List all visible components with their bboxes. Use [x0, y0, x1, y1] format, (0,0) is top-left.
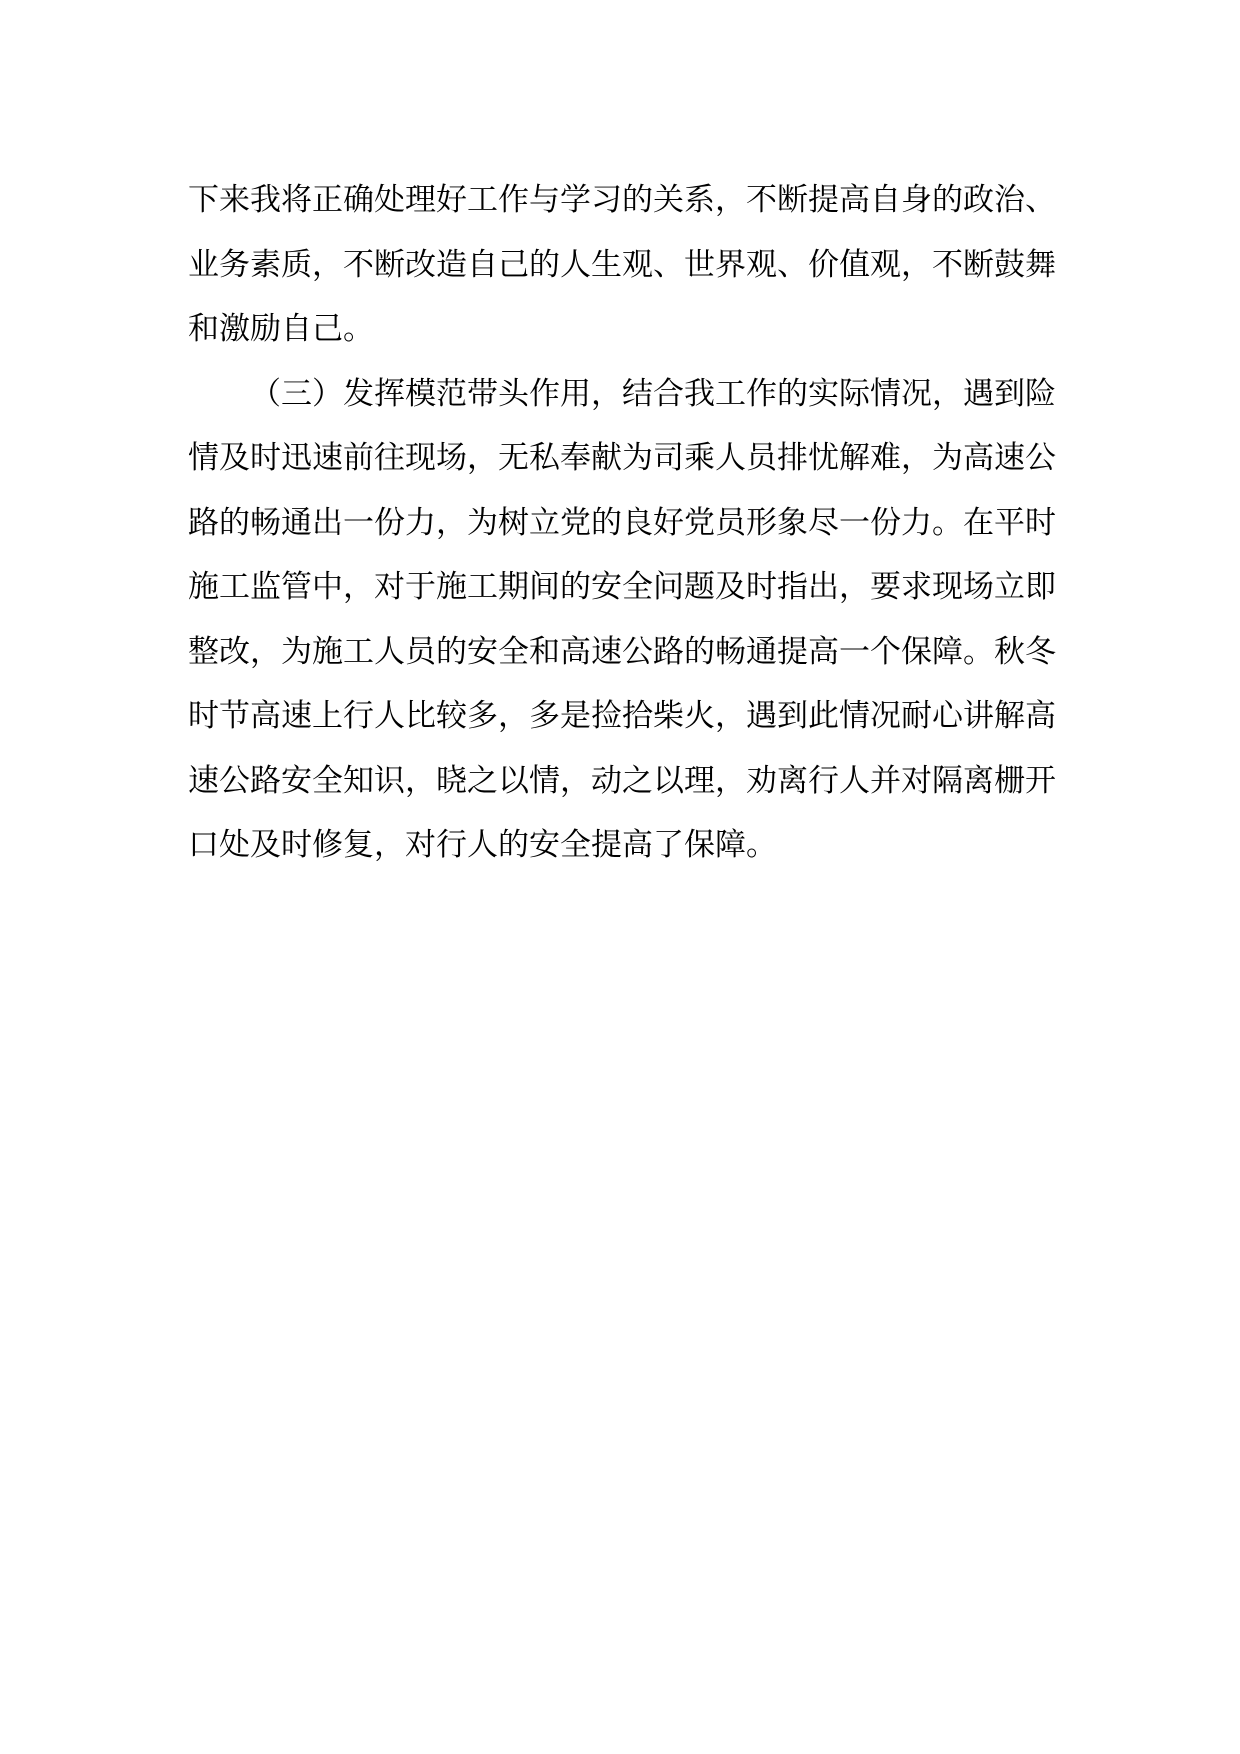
paragraph-section-three: （三）发挥模范带头作用，结合我工作的实际情况，遇到险情及时迅速前往现场，无私奉献为司乘人员排忧解难，为高速公路的畅通出一份力，为树立党的良好党员形象尽一份力。在平时施工监管中，对于施工期间的安全问题及时指出，要求现场立即整改，为施工人员的安全和高速公路的畅通提高一个保障。秋冬时节高速上行人比较多，多是捡拾柴火，遇到此情况耐心讲解高速公路安全知识，晓之以情，动之以理，劝离行人并对隔离栅开口处及时修复，对行人的安全提高了保障。 — [188, 375, 1056, 863]
document-body — [188, 168, 1056, 878]
paragraph-continuation: 下来我将正确处理好工作与学习的关系，不断提高自身的政治、业务素质，不断改造自己的人生观、世界观、价值观，不断鼓舞和激励自己。 — [188, 182, 1056, 347]
